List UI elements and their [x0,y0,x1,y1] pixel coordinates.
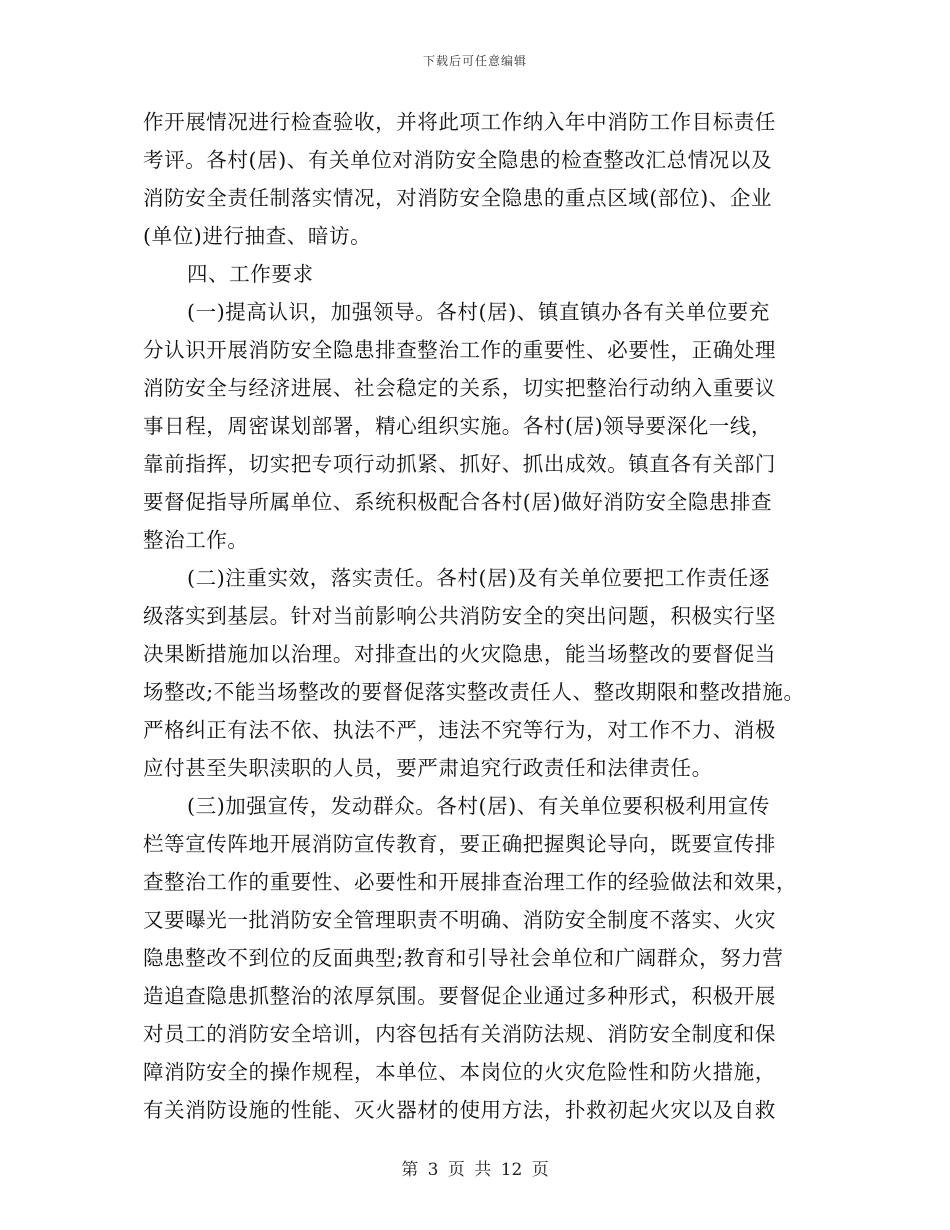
body-line: 有关消防设施的性能、灭火器材的使用方法，扑救初起火灾以及自救 [143,1098,776,1122]
body-line: 分认识开展消防安全隐患排查整治工作的重要性、必要性，正确处理 [143,338,776,362]
body-line: 造追查隐患抓整治的浓厚氛围。要督促企业通过多种形式，积极开展 [143,984,776,1008]
paragraph-start: (三)加强宣传，发动群众。各村(居)、有关单位要积极利用宣传 [187,794,770,818]
page-header-note: 下载后可任意编辑 [422,54,527,68]
body-line: 作开展情况进行检查验收，并将此项工作纳入年中消防工作目标责任 [143,110,776,134]
body-line: 栏等宣传阵地开展消防宣传教育，要正确把握舆论导向，既要宣传排 [143,832,776,856]
body-line: 考评。各村(居)、有关单位对消防安全隐患的检查整改汇总情况以及 [143,148,773,172]
paragraph-start: (一)提高认识，加强领导。各村(居)、镇直镇办各有关单位要充 [187,300,770,324]
body-line: 对员工的消防安全培训，内容包括有关消防法规、消防安全制度和保 [143,1022,776,1046]
body-line: 查整治工作的重要性、必要性和开展排查治理工作的经验做法和效果， [143,870,798,894]
body-line: 要督促指导所属单位、系统积极配合各村(居)做好消防安全隐患排查 [143,490,773,514]
body-line: (单位)进行抽查、暗访。 [143,224,372,248]
body-line: 严格纠正有法不依、执法不严，违法不究等行为，对工作不力、消极 [143,718,776,742]
paragraph-start: (二)注重实效，落实责任。各村(居)及有关单位要把工作责任逐 [187,566,770,590]
body-line: 障消防安全的操作规程，本单位、本岗位的火灾危险性和防火措施， [143,1060,776,1084]
body-line: 靠前指挥，切实把专项行动抓紧、抓好、抓出成效。镇直各有关部门 [143,452,776,476]
body-line: 消防安全与经济进展、社会稳定的关系，切实把整治行动纳入重要议 [143,376,776,400]
body-line: 应付甚至失职渎职的人员，要严肃追究行政责任和法律责任。 [143,756,713,780]
section-heading: 四、工作要求 [187,262,314,286]
page-number: 第 3 页 共 12 页 [401,1160,549,1180]
body-line: 事日程，周密谋划部署，精心组织实施。各村(居)领导要深化一线， [143,414,773,438]
body-line: 隐患整改不到位的反面典型;教育和引导社会单位和广阔群众，努力营 [143,946,784,970]
body-line: 场整改;不能当场整改的要督促落实整改责任人、整改期限和整改措施。 [143,680,805,704]
body-line: 整治工作。 [143,528,249,552]
body-line: 又要曝光一批消防安全管理职责不明确、消防安全制度不落实、火灾 [143,908,776,932]
body-line: 级落实到基层。针对当前影响公共消防安全的突出问题，积极实行坚 [143,604,776,628]
body-line: 消防安全责任制落实情况，对消防安全隐患的重点区域(部位)、企业 [143,186,773,210]
document-body [143,103,803,1129]
body-line: 决果断措施加以治理。对排查出的火灾隐患，能当场整改的要督促当 [143,642,776,666]
